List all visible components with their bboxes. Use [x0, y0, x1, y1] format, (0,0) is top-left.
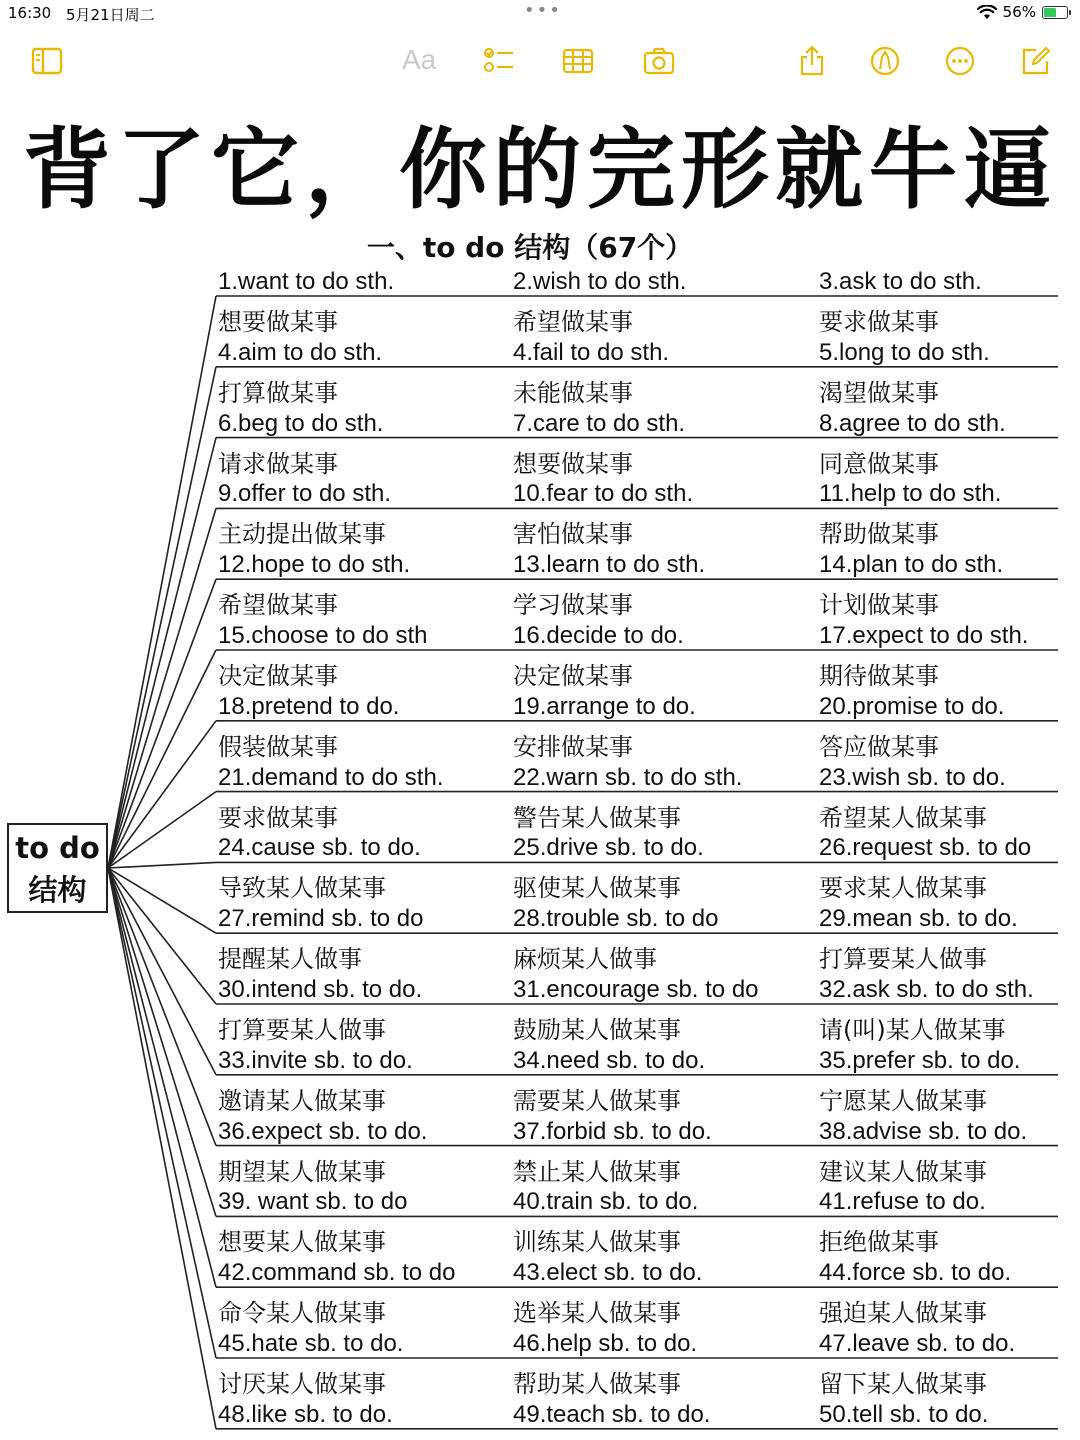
- phrase-english: 8.agree to do sth.: [819, 409, 1006, 437]
- phrase-english: 45.hate sb. to do.: [218, 1330, 404, 1357]
- phrase-chinese: 安排做某事: [513, 732, 633, 761]
- phrase-chinese: 期望某人做某事: [218, 1157, 386, 1186]
- phrase-chinese: 讨厌某人做某事: [218, 1370, 386, 1398]
- phrase-chinese: 要求某人做某事: [819, 874, 987, 903]
- phrase-english: 13.learn to do sth.: [513, 551, 706, 579]
- phrase-chinese: 希望某人做某事: [819, 803, 987, 832]
- phrase-english: 10.fear to do sth.: [513, 480, 694, 508]
- phrase-chinese: 帮助做某事: [819, 520, 939, 549]
- root-line-2: 结构: [28, 873, 87, 907]
- branch-line: [108, 862, 216, 868]
- phrase-chinese: 麻烦某人做事: [513, 945, 657, 974]
- battery-percent: 56%: [1002, 3, 1036, 21]
- battery-icon: [1042, 6, 1068, 19]
- phrase-english: 7.care to do sth.: [513, 409, 686, 437]
- phrase-chinese: 禁止某人做某事: [513, 1157, 681, 1186]
- camera-icon[interactable]: [642, 44, 676, 78]
- phrase-chinese: 要求做某事: [218, 803, 338, 832]
- phrase-chinese: 希望做某事: [513, 308, 633, 336]
- phrase-chinese: 请求做某事: [218, 449, 338, 478]
- phrase-english: 21.demand to do sth.: [218, 763, 444, 791]
- branch-line: [108, 868, 216, 1287]
- branch-line: [108, 296, 216, 868]
- phrase-chinese: 留下某人做某事: [819, 1370, 987, 1398]
- phrase-chinese: 需要某人做某事: [513, 1086, 681, 1115]
- branch-line: [108, 868, 216, 1358]
- phrase-chinese: 训练某人做某事: [513, 1228, 681, 1257]
- phrase-english: 35.prefer sb. to do.: [819, 1046, 1021, 1074]
- phrase-english: 34.need sb. to do.: [513, 1046, 706, 1074]
- phrase-chinese: 建议某人做某事: [819, 1157, 987, 1186]
- branch-line: [108, 868, 216, 933]
- phrase-chinese: 害怕做某事: [513, 520, 633, 549]
- phrase-chinese: 命令某人做某事: [218, 1299, 386, 1328]
- phrase-chinese: 决定做某事: [218, 662, 338, 690]
- phrase-english: 18.pretend to do.: [218, 692, 400, 720]
- phrase-english: 16.decide to do.: [513, 622, 684, 649]
- phrase-english: 1.want to do sth.: [218, 268, 395, 295]
- checklist-icon[interactable]: [482, 44, 516, 78]
- multitasking-dots-icon[interactable]: •••: [524, 0, 562, 21]
- phrase-chinese: 警告某人做某事: [513, 803, 681, 832]
- notes-toolbar: [0, 38, 1080, 84]
- phrase-chinese: 打算要某人做事: [819, 945, 987, 974]
- compose-icon[interactable]: [1019, 44, 1053, 78]
- phrase-english: 2.wish to do sth.: [513, 268, 687, 295]
- phrase-english: 3.ask to do sth.: [819, 268, 982, 295]
- phrase-english: 26.request sb. to do: [819, 834, 1032, 862]
- phrase-english: 33.invite sb. to do.: [218, 1046, 413, 1074]
- phrase-chinese: 导致某人做某事: [218, 874, 386, 903]
- wifi-icon: [977, 5, 997, 20]
- phrase-english: 5.long to do sth.: [819, 338, 990, 366]
- phrase-english: 42.command sb. to do: [218, 1259, 456, 1287]
- phrase-chinese: 宁愿某人做某事: [819, 1086, 987, 1115]
- phrase-english: 27.remind sb. to do: [218, 905, 424, 933]
- phrase-chinese: 鼓励某人做某事: [513, 1016, 681, 1044]
- branch-line: [108, 579, 216, 868]
- phrase-chinese: 要求做某事: [819, 308, 939, 336]
- phrase-english: 47.leave sb. to do.: [819, 1330, 1016, 1357]
- phrase-english: 9.offer to do sth.: [218, 480, 392, 508]
- mindmap-root-node[interactable]: [7, 823, 108, 913]
- share-icon[interactable]: [795, 44, 829, 78]
- phrase-chinese: 决定做某事: [513, 662, 633, 690]
- phrase-chinese: 想要做某事: [218, 308, 338, 336]
- phrase-english: 50.tell sb. to do.: [819, 1400, 989, 1428]
- phrase-chinese: 想要某人做某事: [218, 1228, 386, 1257]
- phrase-chinese: 帮助某人做某事: [513, 1370, 681, 1398]
- phrase-english: 39. want sb. to do: [218, 1188, 408, 1216]
- phrase-english: 24.cause sb. to do.: [218, 834, 421, 862]
- phrase-english: 43.elect sb. to do.: [513, 1259, 703, 1287]
- phrase-chinese: 未能做某事: [513, 378, 633, 407]
- table-icon[interactable]: [561, 44, 595, 78]
- branch-line: [108, 868, 216, 1004]
- phrase-chinese: 渴望做某事: [819, 378, 939, 407]
- branch-line: [108, 868, 216, 1146]
- status-date: 5月21日周二: [66, 6, 155, 24]
- phrase-chinese: 拒绝做某事: [819, 1228, 939, 1257]
- phrase-english: 17.expect to do sth.: [819, 622, 1029, 649]
- branch-line: [108, 792, 216, 868]
- branch-line: [108, 367, 216, 868]
- phrase-chinese: 提醒某人做事: [218, 945, 362, 974]
- phrase-chinese: 打算要某人做事: [218, 1016, 386, 1044]
- phrase-chinese: 打算做某事: [218, 378, 338, 407]
- phrase-chinese: 假装做某事: [218, 732, 338, 761]
- phrase-english: 4.fail to do sth.: [513, 338, 670, 366]
- phrase-english: 6.beg to do sth.: [218, 409, 384, 437]
- markup-icon[interactable]: [868, 44, 902, 78]
- branch-line: [108, 721, 216, 868]
- phrase-chinese: 学习做某事: [513, 591, 633, 620]
- phrase-english: 37.forbid sb. to do.: [513, 1117, 712, 1145]
- phrase-english: 48.like sb. to do.: [218, 1400, 393, 1428]
- phrase-english: 25.drive sb. to do.: [513, 834, 704, 862]
- phrase-english: 11.help to do sth.: [819, 480, 1002, 508]
- phrase-english: 20.promise to do.: [819, 692, 1005, 720]
- phrase-chinese: 希望做某事: [218, 591, 338, 620]
- phrase-english: 19.arrange to do.: [513, 692, 696, 720]
- phrase-chinese: 驱使某人做某事: [513, 874, 681, 903]
- branch-line: [108, 868, 216, 1429]
- phrase-english: 15.choose to do sth: [218, 622, 428, 649]
- phrase-english: 29.mean sb. to do.: [819, 905, 1018, 933]
- phrase-english: 38.advise sb. to do.: [819, 1117, 1028, 1145]
- branch-line: [108, 868, 216, 1216]
- phrase-chinese: 想要做某事: [513, 449, 633, 478]
- phrase-english: 49.teach sb. to do.: [513, 1400, 711, 1428]
- branch-line: [108, 438, 216, 868]
- phrase-english: 36.expect sb. to do.: [218, 1117, 428, 1145]
- phrase-english: 12.hope to do sth.: [218, 551, 411, 579]
- section-heading: 一、to do 结构（67个）: [366, 231, 694, 264]
- sidebar-icon[interactable]: [30, 44, 64, 78]
- phrase-english: 28.trouble sb. to do: [513, 905, 719, 933]
- phrase-english: 40.train sb. to do.: [513, 1188, 699, 1216]
- phrase-chinese: 期待做某事: [819, 662, 939, 690]
- format-text-button[interactable]: Aa: [402, 44, 437, 75]
- branch-line: [108, 508, 216, 868]
- more-icon[interactable]: [943, 44, 977, 78]
- phrase-english: 32.ask sb. to do sth.: [819, 976, 1034, 1003]
- phrase-english: 23.wish sb. to do.: [819, 763, 1006, 791]
- phrase-chinese: 选举某人做某事: [513, 1299, 681, 1328]
- phrase-chinese: 同意做某事: [819, 449, 939, 478]
- page-title: 背了它，你的完形就牛逼: [22, 118, 1057, 221]
- branch-line: [108, 650, 216, 868]
- status-bar: [0, 0, 1080, 28]
- phrase-english: 31.encourage sb. to do: [513, 976, 759, 1003]
- root-line-1: to do: [15, 831, 100, 865]
- status-time: 16:30: [8, 4, 52, 22]
- phrase-chinese: 答应做某事: [819, 732, 939, 761]
- phrase-chinese: 邀请某人做某事: [218, 1086, 386, 1115]
- phrase-chinese: 请(叫)某人做某事: [819, 1016, 1006, 1044]
- status-indicators: [977, 3, 1068, 21]
- phrase-english: 4.aim to do sth.: [218, 338, 383, 366]
- phrase-english: 30.intend sb. to do.: [218, 976, 423, 1003]
- branch-line: [108, 868, 216, 1075]
- phrase-chinese: 计划做某事: [819, 591, 939, 620]
- phrase-english: 14.plan to do sth.: [819, 551, 1004, 579]
- phrase-chinese: 主动提出做某事: [218, 520, 386, 549]
- phrase-english: 41.refuse to do.: [819, 1188, 986, 1216]
- phrase-english: 46.help sb. to do.: [513, 1330, 698, 1357]
- phrase-english: 44.force sb. to do.: [819, 1259, 1012, 1287]
- phrase-english: 22.warn sb. to do sth.: [513, 763, 743, 791]
- phrase-chinese: 强迫某人做某事: [819, 1299, 987, 1328]
